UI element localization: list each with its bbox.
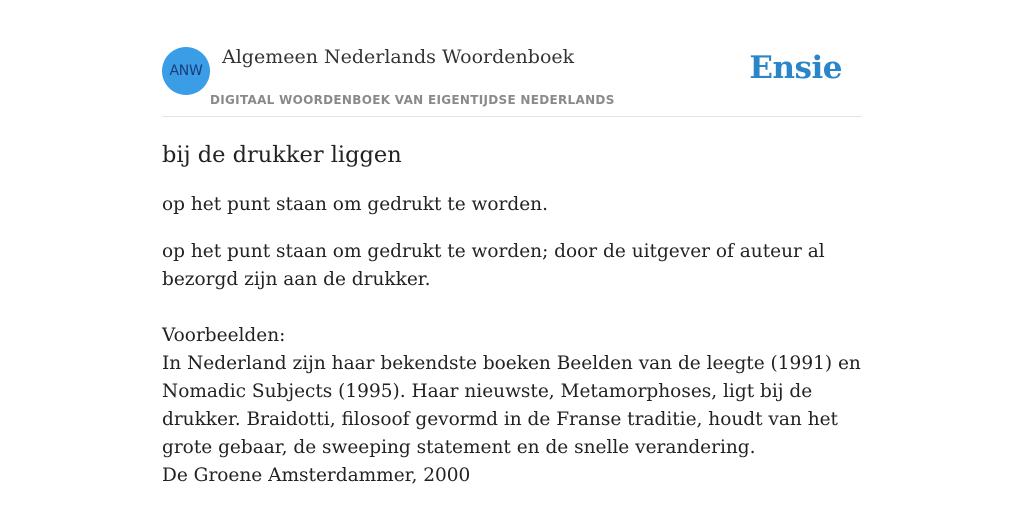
anw-logo[interactable] (162, 47, 210, 95)
logo-text: ANW (169, 63, 203, 79)
source-subtitle: DIGITAAL WOORDENBOEK VAN EIGENTIJDSE NEDERLANDS (210, 93, 615, 107)
example-source: De Groene Amsterdammer, 2000 (162, 465, 471, 486)
ensie-brand-link[interactable]: Ensie (749, 50, 842, 86)
site-header (162, 0, 862, 117)
short-definition: op het punt staan om gedrukt te worden. (162, 194, 548, 215)
example-text: In Nederland zijn haar bekendste boeken Beelden van de leegte (1991) en Nomadic Subjects (1995). Haar nieuwste, Metamorphoses, ligt bij de drukker. Braidotti, filosoof gevormd in de Franse traditie, houdt van het grote gebaar, de sweeping statement en de snelle verandering. (162, 353, 861, 458)
examples-section (162, 322, 862, 490)
long-definition: op het punt staan om gedrukt te worden; door de uitgever of auteur al bezorgd zijn aan de drukker. (162, 241, 825, 290)
examples-heading: Voorbeelden: (162, 325, 286, 346)
entry-term: bij de drukker liggen (162, 142, 402, 168)
entry-content (162, 140, 862, 490)
source-title[interactable]: Algemeen Nederlands Woordenboek (222, 46, 575, 68)
